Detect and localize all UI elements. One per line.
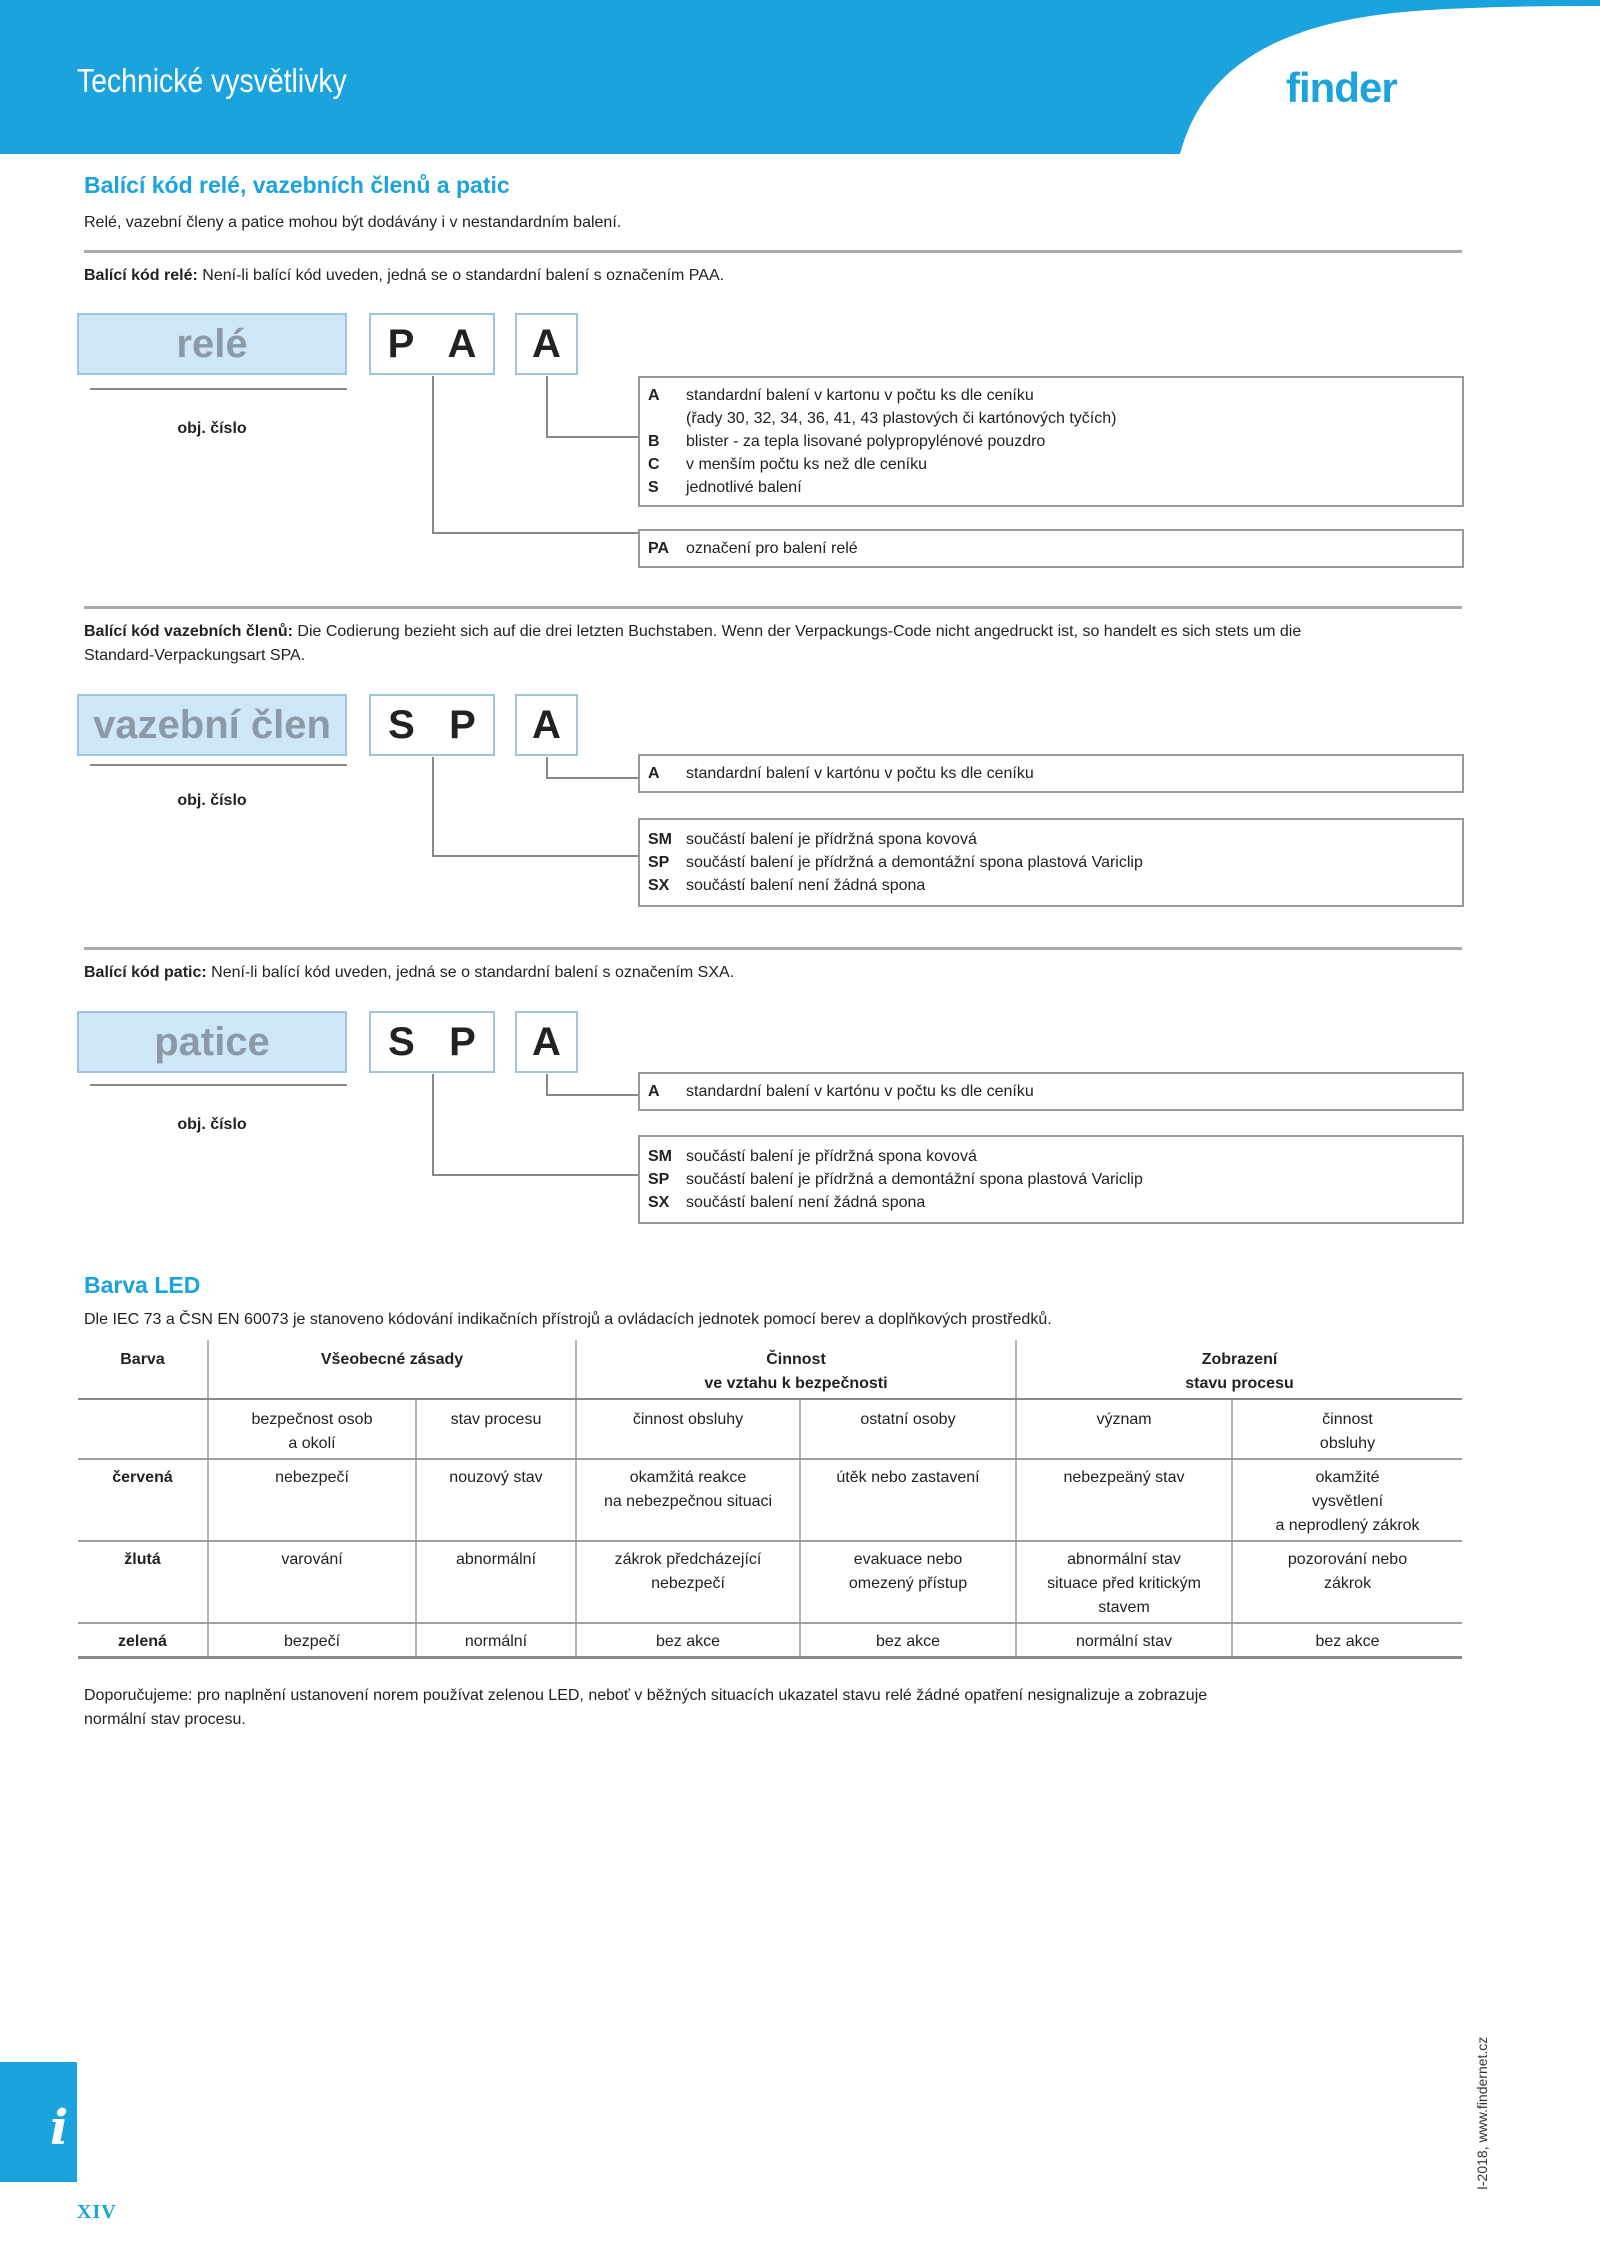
connector-line [90,1084,347,1086]
connector-line [432,757,638,857]
table-cell: bezpečí [208,1623,416,1658]
options-box [638,818,1464,907]
page-header [0,0,1600,154]
rele-label-bold: Balící kód relé: [84,267,198,284]
option-text: součástí balení je přídržná a demontážní spona plastová Variclip [686,854,1143,871]
led-note: Doporučujeme: pro naplnění ustanovení norem používat zelenou LED, neboť v běžných situacích ukazatel stavu relé žádné opatření nesignalizuje a zobrazuje normální stav procesu. [84,1687,1208,1728]
option-text: standardní balení v kartónu v počtu ks dle ceníku [686,1083,1034,1100]
connector-line [432,1074,638,1176]
option-code: SP [648,1171,670,1188]
table-row [78,1623,1462,1658]
table-cell: varování [208,1541,416,1623]
table-subheader-row [78,1399,1462,1459]
code-letter: P [449,702,476,747]
option-text: součástí balení není žádná spona [686,1194,926,1211]
header-zasady: Všeobecné zásady [208,1340,576,1399]
table-cell: abnormální [416,1541,576,1623]
obj-cislo-label: obj. číslo [177,1116,247,1133]
table-cell: nebezpečí [208,1459,416,1541]
option-code: B [648,433,660,450]
led-intro: Dle IEC 73 a ČSN EN 60073 je stanoveno kódování indikačních přístrojů a ovládacích jednotek pomocí berev a doplňkových prostředků. [84,1311,1052,1328]
code-letter: P [449,1019,476,1064]
table-cell: normální [416,1623,576,1658]
subheader-cell: význam [1016,1399,1232,1459]
option-code: SX [648,1194,670,1211]
patice-label-text: Není-li balící kód uveden, jedná se o standardní balení s označením SXA. [206,964,735,981]
divider [84,606,1462,609]
code-letter: S [388,702,415,747]
code-box-1 [369,1011,495,1073]
option-row [648,851,1454,874]
row-color-label: zelená [78,1623,208,1658]
table-cell: pozorování nebo zákrok [1232,1541,1462,1623]
option-text: součástí balení je přídržná spona kovová [686,831,977,848]
table-header-row [78,1340,1462,1399]
patice-label [84,961,734,985]
patice-label-bold: Balící kód patic: [84,964,207,981]
subheader-cell: činnost obsluhy [576,1399,800,1459]
option-code: SM [648,1148,672,1165]
code-box-1 [369,313,495,375]
table-cell: bez akce [800,1623,1016,1658]
option-code: S [648,479,659,496]
vazebni-label-text2: Standard-Verpackungsart SPA. [84,647,306,664]
table-cell: nouzový stav [416,1459,576,1541]
table-cell: okamžité vysvětlení a neprodlený zákrok [1232,1459,1462,1541]
options-box [638,376,1464,507]
option-code: A [648,765,660,782]
table-cell: útěk nebo zastavení [800,1459,1016,1541]
table-row [78,1459,1462,1541]
table-cell: bez akce [576,1623,800,1658]
option-text: (řady 30, 32, 34, 36, 41, 43 plastových či kartónových tyčích) [686,410,1117,427]
option-code: C [648,456,660,473]
connector-line [90,764,347,766]
option-row [648,1080,1454,1103]
code-box-1 [369,694,495,756]
divider [84,250,1462,253]
option-row [648,537,1454,560]
finder-logo-text: finder [1286,64,1397,111]
table-cell: nebezpeäný stav [1016,1459,1232,1541]
table-row [78,1541,1462,1623]
rele-label-text: Není-li balící kód uveden, jedná se o standardní balení s označením PAA. [197,267,725,284]
finder-logo-icon [0,0,60,60]
header-title: Technické vysvětlivky [77,62,347,99]
code-box-2: A [515,1011,578,1073]
option-row [648,453,1454,476]
connector-line [432,376,638,534]
option-row [648,1145,1454,1168]
option-row [648,762,1454,785]
led-color-table [78,1340,1462,1659]
option-row [648,1168,1454,1191]
section-title-led: Barva LED [84,1272,201,1298]
option-row [648,1191,1454,1214]
table-cell [78,1399,208,1459]
options-box [638,754,1464,793]
option-row [648,384,1454,407]
table-cell: okamžitá reakce na nebezpečnou situaci [576,1459,800,1541]
options-box [638,1072,1464,1111]
side-tab [0,2062,77,2182]
subheader-cell: ostatní osoby [800,1399,1016,1459]
table-cell: normální stav [1016,1623,1232,1658]
option-code: SM [648,831,672,848]
option-text: jednotlivé balení [686,479,802,496]
connector-line [90,388,347,390]
subheader-cell: činnost obsluhy [1232,1399,1462,1459]
section-title-packaging: Balící kód relé, vazebních členů a patic [84,172,510,198]
part-number-box: relé [77,313,347,375]
table-cell: abnormální stav situace před kritickým stavem [1016,1541,1232,1623]
option-code [648,407,686,430]
option-code: A [648,387,660,404]
code-letter: P [387,321,415,366]
vazebni-label-bold: Balící kód vazebních členů: [84,623,293,640]
code-box-2: A [515,694,578,756]
table-cell: zákrok předcházející nebezpečí [576,1541,800,1623]
options-box [638,529,1464,568]
option-text: označení pro balení relé [686,540,858,557]
option-row [648,828,1454,851]
obj-cislo-label: obj. číslo [177,420,247,437]
row-color-label: žlutá [78,1541,208,1623]
option-row [648,430,1454,453]
option-row [648,407,1454,430]
option-text: standardní balení v kartonu v počtu ks dle ceníku [686,387,1034,404]
vertical-footer-text: I-2018, www.findernet.cz [1474,2036,1490,2190]
subheader-cell: stav procesu [416,1399,576,1459]
option-row [648,476,1454,499]
option-code: A [648,1083,660,1100]
code-letter: S [388,1019,415,1064]
obj-cislo-label: obj. číslo [177,792,247,809]
header-zobrazeni: Zobrazení stavu procesu [1016,1340,1462,1399]
header-cinnost: Činnost ve vztahu k bezpečnosti [576,1340,1016,1399]
row-color-label: červená [78,1459,208,1541]
divider [84,947,1462,950]
rele-label [84,264,724,288]
options-box [638,1135,1464,1224]
table-cell: bez akce [1232,1623,1462,1658]
part-number-box: vazební člen [77,694,347,756]
page-number: XIV [77,2201,117,2223]
option-text: součástí balení není žádná spona [686,877,926,894]
option-text: v menším počtu ks než dle ceníku [686,456,927,473]
option-code: SP [648,854,670,871]
section-intro: Relé, vazební členy a patice mohou být dodávány i v nestandardním balení. [84,214,622,231]
code-box-2: A [515,313,578,375]
option-code: SX [648,877,670,894]
header-barva: Barva [78,1340,208,1399]
option-text: součástí balení je přídržná spona kovová [686,1148,977,1165]
vazebni-label [84,620,1462,668]
option-code: PA [648,540,670,557]
subheader-cell: bezpečnost osob a okolí [208,1399,416,1459]
code-letter: A [447,321,477,366]
option-text: standardní balení v kartónu v počtu ks dle ceníku [686,765,1034,782]
part-number-box: patice [77,1011,347,1073]
option-text: blister - za tepla lisované polypropylénové pouzdro [686,433,1046,450]
table-cell: evakuace nebo omezený přístup [800,1541,1016,1623]
option-text: součástí balení je přídržná a demontážní spona plastová Variclip [686,1171,1143,1188]
info-icon: i [50,2100,69,2156]
option-row [648,874,1454,897]
vazebni-label-text: Die Codierung bezieht sich auf die drei letzten Buchstaben. Wenn der Verpackungs-Code nicht angedruckt ist, so handelt es sich stets um die [292,623,1302,640]
